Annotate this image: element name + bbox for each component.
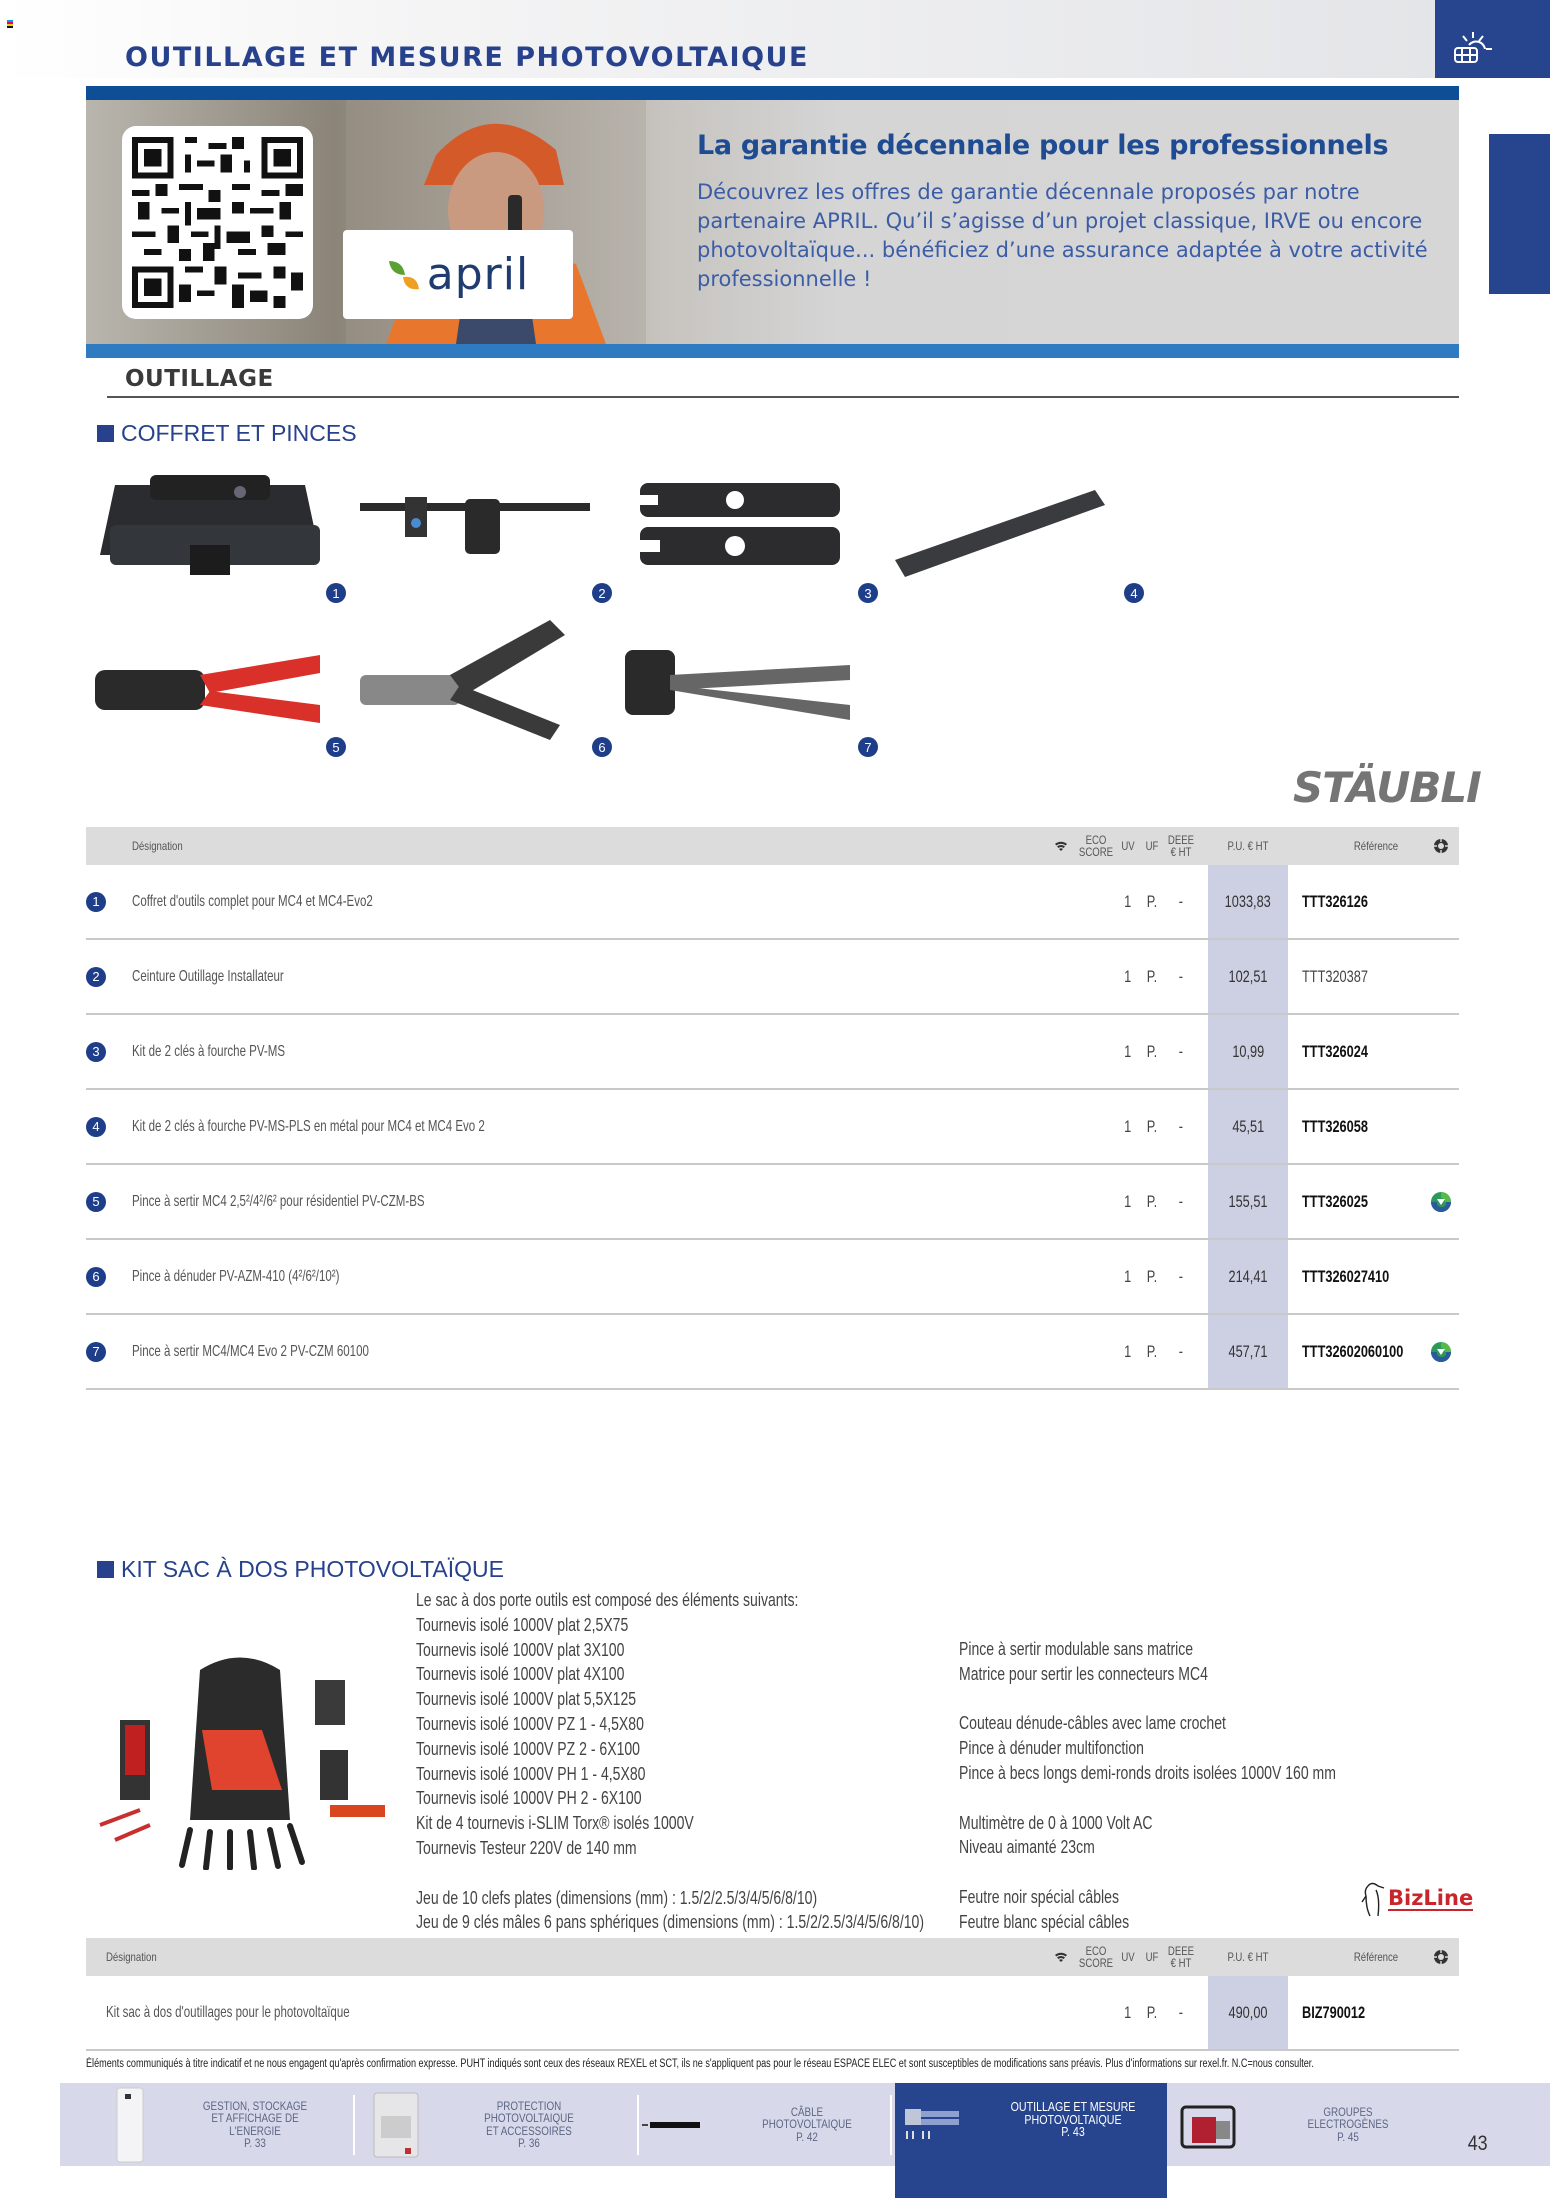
- table-header: [86, 827, 1459, 865]
- col-deee: [1167, 827, 1194, 865]
- kit-content-line: [959, 1786, 1336, 1811]
- page-title: OUTILLAGE ET MESURE PHOTOVOLTAIQUE: [125, 42, 809, 73]
- row-price: 10,99: [1208, 1015, 1288, 1088]
- wrench-tools-icon: [903, 2101, 963, 2141]
- crimping-pliers-red-image: [90, 625, 330, 745]
- col-eco-score: [1080, 827, 1112, 865]
- col-deee-line2: € HT: [1170, 845, 1192, 859]
- row-uf: P.: [1146, 891, 1158, 911]
- row-reference[interactable]: TTT326058: [1302, 1116, 1368, 1136]
- table-row[interactable]: [86, 865, 1459, 940]
- row-reference[interactable]: TTT326024: [1302, 1041, 1368, 1061]
- row-uf: P.: [1146, 1341, 1158, 1361]
- col-eco-line2: SCORE: [1078, 1956, 1114, 1970]
- row-uf: P.: [1146, 1191, 1158, 1211]
- product-image-tool-belt[interactable]: [355, 465, 595, 585]
- footer-nav-energie[interactable]: [60, 2083, 350, 2166]
- table-row[interactable]: [86, 940, 1459, 1015]
- bear-mascot-icon: [1360, 1880, 1386, 1918]
- section-divider: [107, 396, 1459, 398]
- row-price: 102,51: [1208, 940, 1288, 1013]
- kit-content-line: Pince à becs longs demi-ronds droits isolées 1000V 160 mm: [959, 1762, 1336, 1783]
- row-deee: -: [1178, 1266, 1184, 1286]
- banner-headline: La garantie décennale pour les professionnels: [697, 130, 1389, 161]
- recycle-icon: [1433, 1949, 1449, 1965]
- footer-nav-label: GESTION, STOCKAGE ET AFFICHAGE DE L'ENERGIE P. 33: [202, 2098, 308, 2150]
- row-number-badge: 1: [86, 892, 106, 912]
- disclaimer: Éléments communiqués à titre indicatif et ne nous engagent qu'après confirmation expresse. PUHT indiqués sont ceux des réseaux REXEL et SCT, ils ne s'appliquent pas pour le réseau ESPACE ELEC et sont susceptibles de modifications sans préavis. Plus d'informations sur rexel.fr. N.C=nous consulter.: [86, 2058, 1314, 2070]
- page-number: 43: [1467, 2132, 1488, 2155]
- col-uf: UF: [1145, 1950, 1159, 1964]
- bizline-wordmark: BizLine: [1388, 1886, 1474, 1910]
- print-color-marks: [7, 20, 13, 28]
- row-eco-slot: [1430, 865, 1460, 938]
- col-eco-line2: SCORE: [1078, 845, 1114, 859]
- kit-content-line: Niveau aimanté 23cm: [959, 1837, 1095, 1858]
- row-number-badge: 3: [86, 1042, 106, 1062]
- kit-content-line: Feutre blanc spécial câbles: [959, 1911, 1130, 1932]
- row-number-badge: 5: [86, 1192, 106, 1212]
- product-image-crimping-pliers-red[interactable]: [90, 625, 330, 745]
- row-uv: 1: [1124, 966, 1132, 986]
- row-designation: Kit de 2 clés à fourche PV-MS-PLS en métal pour MC4 et MC4 Evo 2: [132, 1117, 485, 1135]
- row-reference[interactable]: TTT320387: [1302, 966, 1368, 986]
- col-designation: Désignation: [132, 839, 183, 853]
- row-designation: Coffret d'outils complet pour MC4 et MC4-Evo2: [132, 892, 373, 910]
- kit-content-line: Le sac à dos porte outils est composé des éléments suivants:: [416, 1590, 799, 1610]
- staubli-logo: STÄUBLI: [1293, 763, 1481, 812]
- kit-content-line: Tournevis isolé 1000V PH 2 - 6X100: [416, 1788, 642, 1809]
- kit-content-line: Tournevis isolé 1000V PH 1 - 4,5X80: [416, 1763, 646, 1784]
- qr-code-icon: [132, 136, 303, 309]
- row-eco-slot: [1430, 940, 1460, 1013]
- tool-case-image: [90, 465, 330, 585]
- row-number-badge: 7: [86, 1342, 106, 1362]
- row-designation: Ceinture Outillage Installateur: [132, 967, 284, 985]
- kit-content-line: Pince à sertir modulable sans matrice: [959, 1639, 1194, 1659]
- kit-content-line: Jeu de 9 clés mâles 6 pans sphériques (dimensions (mm) : 1.5/2/2.5/3/4/5/6/8/10): [416, 1912, 925, 1933]
- eco-label-icon: [1430, 1341, 1452, 1363]
- col-wifi: [1046, 827, 1076, 865]
- april-wordmark: april: [426, 249, 530, 300]
- product-number-badge: 7: [858, 737, 878, 757]
- table-body: [86, 865, 1459, 1390]
- row-price: 457,71: [1208, 1315, 1288, 1388]
- row-price: 155,51: [1208, 1165, 1288, 1238]
- col-uf: UF: [1145, 839, 1159, 853]
- side-index-tab[interactable]: [1489, 134, 1550, 294]
- product-number-badge: 1: [326, 583, 346, 603]
- kit-content-line: Tournevis isolé 1000V PZ 1 - 4,5X80: [416, 1713, 644, 1734]
- col-deee-line1: DEEE: [1167, 833, 1195, 847]
- product-image-crimping-pliers-mc4[interactable]: [620, 630, 860, 750]
- tool-belt-image: [355, 465, 595, 585]
- row-designation: Kit de 2 clés à fourche PV-MS: [132, 1042, 286, 1060]
- footer-nav-outillage[interactable]: [895, 2083, 1167, 2198]
- kit-content-line: Kit de 4 tournevis i-SLIM Torx® isolés 1000V: [416, 1813, 694, 1834]
- coffret-table: [86, 827, 1459, 1390]
- kit-content-line: Jeu de 10 clefs plates (dimensions (mm) : 1.5/2/2.5/3/4/5/6/8/10): [416, 1887, 818, 1908]
- col-designation: Désignation: [106, 1950, 157, 1964]
- footer-nav-label: GROUPES ELECTROGÈNES P. 45: [1307, 2104, 1389, 2144]
- row-deee: -: [1178, 1116, 1184, 1136]
- col-reference: Référence: [1353, 839, 1399, 853]
- row-uf: P.: [1146, 1266, 1158, 1286]
- recycle-icon: [1433, 838, 1449, 854]
- col-uv: UV: [1121, 839, 1135, 853]
- metal-wrench-image: [885, 465, 1125, 585]
- col-eco-score: [1080, 1938, 1112, 1976]
- row-deee: -: [1178, 966, 1184, 986]
- product-number-badge: 2: [592, 583, 612, 603]
- kit-content-line: Tournevis Testeur 220V de 140 mm: [416, 1837, 637, 1858]
- row-reference[interactable]: TTT326126: [1302, 891, 1368, 911]
- col-price: P.U. € HT: [1227, 839, 1269, 853]
- col-deee: [1167, 1938, 1194, 1976]
- product-image-metal-wrench[interactable]: [885, 465, 1125, 585]
- kit-content-line: Pince à dénuder multifonction: [959, 1738, 1144, 1759]
- row-uf: P.: [1146, 1116, 1158, 1136]
- cable-icon: [642, 2120, 702, 2130]
- row-designation: Pince à dénuder PV-AZM-410 (4²/6²/10²): [132, 1267, 340, 1285]
- row-number-badge: 4: [86, 1117, 106, 1137]
- kit-content-line: Multimètre de 0 à 1000 Volt AC: [959, 1812, 1153, 1833]
- row-uf: P.: [1146, 966, 1158, 986]
- banner-body: Découvrez les offres de garantie décennale proposés par notre partenaire APRIL. Qu’il s’agisse d’un projet classique, IRVE ou encore photovoltaïque... bénéficiez d’une assurance adaptée à votre activité professionnelle !: [697, 180, 1428, 291]
- table-header: [86, 1938, 1459, 1976]
- row-reference[interactable]: TTT32602060100: [1302, 1341, 1404, 1361]
- battery-cabinet-icon: [115, 2086, 145, 2164]
- table-row[interactable]: [86, 1090, 1459, 1165]
- row-designation: Kit sac à dos d'outillages pour le photovoltaïque: [106, 2003, 350, 2021]
- row-number-badge: 6: [86, 1267, 106, 1287]
- footer-nav-cable[interactable]: [642, 2083, 892, 2166]
- row-uv: 1: [1124, 891, 1132, 911]
- april-leaf-icon: [387, 255, 421, 295]
- row-eco-slot: [1430, 1015, 1460, 1088]
- product-number-badge: 6: [592, 737, 612, 757]
- row-uf: P.: [1146, 1041, 1158, 1061]
- product-number-badge: 3: [858, 583, 878, 603]
- kit-content-line: Feutre noir spécial câbles: [959, 1886, 1119, 1907]
- banner-bottom-bar: [86, 344, 1459, 358]
- row-uv: 1: [1124, 1041, 1132, 1061]
- row-reference[interactable]: BIZ790012: [1302, 2002, 1366, 2022]
- col-uv: UV: [1121, 1950, 1135, 1964]
- col-reference: Référence: [1353, 1950, 1399, 1964]
- row-designation: Pince à sertir MC4/MC4 Evo 2 PV-CZM 60100: [132, 1342, 369, 1360]
- generator-icon: [1178, 2097, 1238, 2153]
- row-price: 45,51: [1208, 1090, 1288, 1163]
- row-price: 490,00: [1208, 1976, 1288, 2049]
- table-row[interactable]: [86, 1165, 1459, 1240]
- kit-content-line: Couteau dénude-câbles avec lame crochet: [959, 1713, 1226, 1734]
- wifi-icon: [1054, 1951, 1068, 1963]
- solar-panel-sun-icon: [1453, 30, 1493, 66]
- row-deee: -: [1178, 891, 1184, 911]
- kit-table: [86, 1938, 1459, 2051]
- category-tab[interactable]: [1435, 0, 1550, 78]
- bizline-logo: [1360, 1880, 1473, 1918]
- footer-nav-groupes[interactable]: [1170, 2083, 1450, 2166]
- row-reference[interactable]: TTT326025: [1302, 1191, 1368, 1211]
- col-eco-label: [1426, 827, 1456, 865]
- row-reference[interactable]: TTT326027410: [1302, 1266, 1390, 1286]
- section-heading: OUTILLAGE: [125, 366, 274, 392]
- product-image-stripping-pliers[interactable]: [355, 620, 595, 740]
- row-price: 1033,83: [1208, 865, 1288, 938]
- row-price: 214,41: [1208, 1240, 1288, 1313]
- product-image-backpack-kit[interactable]: [90, 1640, 390, 1870]
- subsection-title: COFFRET ET PINCES: [121, 420, 357, 446]
- kit-contents-col2: [959, 1637, 1336, 1935]
- footer-nav-label: OUTILLAGE ET MESURE PHOTOVOLTAIQUE P. 43: [1010, 2099, 1136, 2139]
- col-price: P.U. € HT: [1227, 1950, 1269, 1964]
- product-image-fork-wrench-pair[interactable]: [620, 465, 860, 585]
- kit-content-line: [959, 1687, 1336, 1712]
- kit-content-line: Tournevis isolé 1000V plat 2,5X75: [416, 1614, 629, 1635]
- subsection-heading-kit: [97, 1556, 504, 1583]
- row-uv: 1: [1124, 1116, 1132, 1136]
- row-uv: 1: [1124, 1191, 1132, 1211]
- row-designation: Pince à sertir MC4 2,5²/4²/6² pour résidentiel PV-CZM-BS: [132, 1192, 425, 1210]
- col-deee-line1: DEEE: [1167, 1944, 1195, 1958]
- product-number-badge: 5: [326, 737, 346, 757]
- backpack-kit-image: [90, 1640, 390, 1870]
- row-uv: 1: [1124, 1341, 1132, 1361]
- protection-box-icon: [373, 2092, 419, 2158]
- row-deee: -: [1178, 1041, 1184, 1061]
- row-eco-slot: [1430, 1315, 1460, 1388]
- col-wifi: [1046, 1938, 1076, 1976]
- square-bullet-icon: [97, 425, 114, 442]
- qr-code-card[interactable]: [122, 126, 313, 319]
- row-deee: -: [1178, 1191, 1184, 1211]
- footer-separator: [890, 2095, 892, 2155]
- kit-content-line: Tournevis isolé 1000V plat 4X100: [416, 1664, 625, 1685]
- row-eco-slot: [1430, 1090, 1460, 1163]
- row-uf: P.: [1146, 2002, 1158, 2022]
- col-eco-line1: ECO: [1085, 1944, 1107, 1958]
- footer-separator: [637, 2095, 639, 2155]
- footer-separator: [353, 2095, 355, 2155]
- footer-nav-protection[interactable]: [358, 2083, 638, 2166]
- row-uv: 1: [1124, 2002, 1132, 2022]
- row-uv: 1: [1124, 1266, 1132, 1286]
- kit-content-line: [959, 1860, 1336, 1885]
- table-row[interactable]: [86, 1240, 1459, 1315]
- kit-content-line: [416, 1861, 924, 1886]
- banner-top-bar: [86, 86, 1459, 100]
- table-row[interactable]: [86, 1976, 1459, 2051]
- subsection-heading-coffret: [97, 420, 357, 447]
- row-deee: -: [1178, 1341, 1184, 1361]
- kit-contents-col1: [416, 1588, 924, 1935]
- square-bullet-icon: [97, 1561, 114, 1578]
- wifi-icon: [1054, 840, 1068, 852]
- row-eco-slot: [1430, 1240, 1460, 1313]
- subsection-title: KIT SAC À DOS PHOTOVOLTAÏQUE: [121, 1556, 504, 1582]
- col-eco-line1: ECO: [1085, 833, 1107, 847]
- kit-content-line: Tournevis isolé 1000V plat 5,5X125: [416, 1689, 637, 1710]
- col-deee-line2: € HT: [1170, 1956, 1192, 1970]
- footer-nav-label: CÂBLE PHOTOVOLTAIQUE P. 42: [762, 2104, 852, 2144]
- row-eco-slot: [1430, 1165, 1460, 1238]
- footer-nav-label: PROTECTION PHOTOVOLTAIQUE ET ACCESSOIRES P. 36: [484, 2098, 574, 2150]
- product-number-badge: 4: [1124, 583, 1144, 603]
- april-logo: [343, 230, 573, 319]
- kit-content-line: Matrice pour sertir les connecteurs MC4: [959, 1663, 1208, 1684]
- kit-content-line: Tournevis isolé 1000V plat 3X100: [416, 1639, 625, 1660]
- product-image-tool-case[interactable]: [90, 465, 330, 585]
- row-deee: -: [1178, 2002, 1184, 2022]
- row-number-badge: 2: [86, 967, 106, 987]
- eco-label-icon: [1430, 1191, 1452, 1213]
- col-eco-label: [1426, 1938, 1456, 1976]
- stripping-pliers-image: [355, 620, 595, 740]
- table-row[interactable]: [86, 1015, 1459, 1090]
- fork-wrench-image: [620, 465, 860, 585]
- table-row[interactable]: [86, 1315, 1459, 1390]
- crimping-pliers-mc4-image: [620, 630, 860, 750]
- kit-content-line: Tournevis isolé 1000V PZ 2 - 6X100: [416, 1738, 640, 1759]
